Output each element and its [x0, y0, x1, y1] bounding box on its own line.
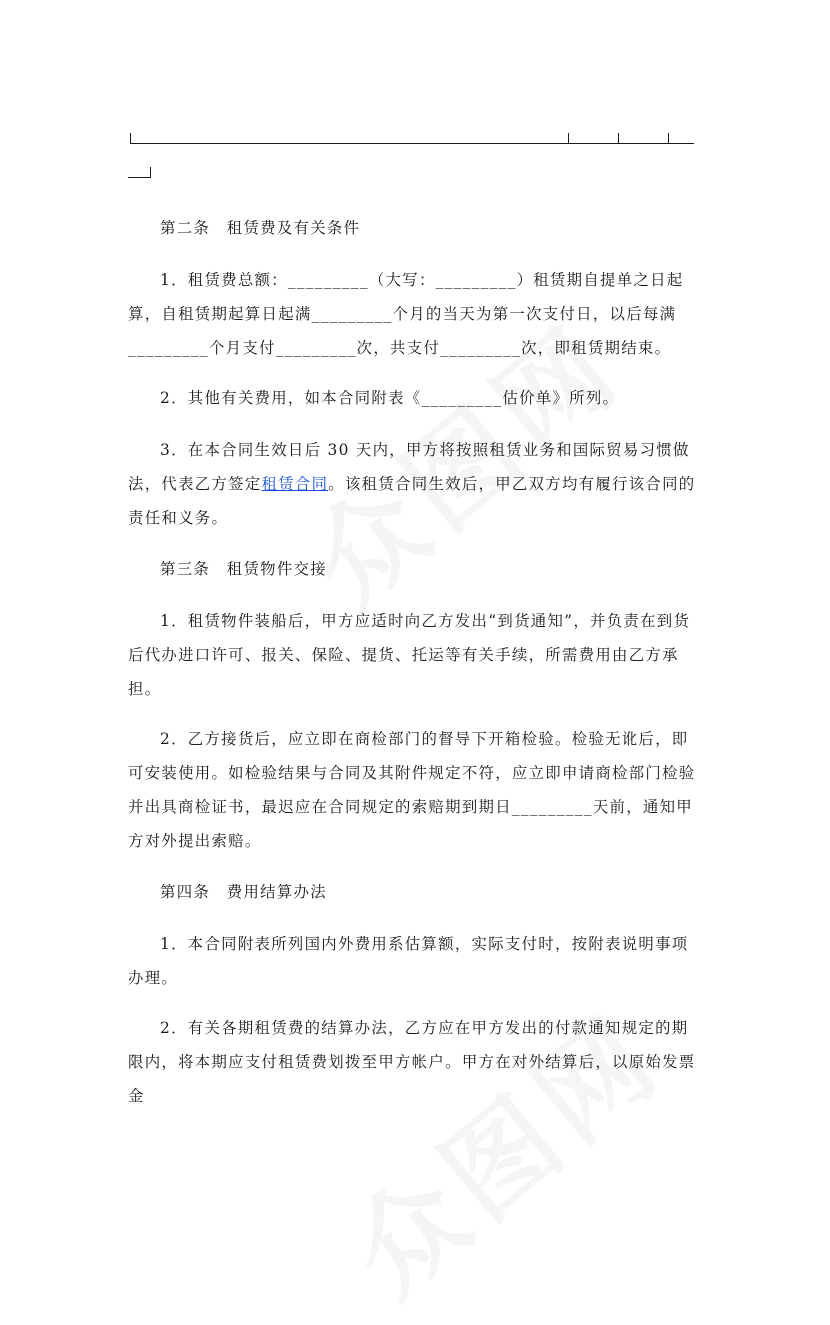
clause-3-text-a: 3．在本合同生效日后 30 天内，甲方将按照租赁业务和国际贸易习惯做法，代表乙方签定 [128, 441, 690, 493]
section-2-clause-2: 2．其他有关费用，如本合同附表《_________估价单》所列。 [160, 389, 620, 407]
section-4-title: 第四条 费用结算办法 [160, 883, 327, 901]
section-4-clause-2: 2．有关各期租赁费的结算办法，乙方应在甲方发出的付款通知规定的期限内，将本期应支付租赁费划拨至甲方帐户。甲方在对外结算后，以原始发票金 [128, 1019, 696, 1105]
clause-3-text-b: 。该租赁合同生效后，甲乙双方均有履行该合同的责任和义务。 [128, 475, 696, 527]
section-3-title: 第三条 租赁物件交接 [160, 560, 327, 578]
section-4-clause-1: 1．本合同附表所列国内外费用系估算额，实际支付时，按附表说明事项办理。 [128, 935, 689, 987]
section-2-clause-3 [128, 433, 704, 535]
section-2-title: 第二条 租赁费及有关条件 [160, 219, 361, 237]
section-2-clause-1: 1．租赁费总额：_________（大写：_________）租赁期自提单之日起算，自租赁期起算日起满_________个月的当天为第一次支付日，以后每满_________个月支付_________次，共支付_________次，即租赁期结束。 [128, 271, 684, 357]
section-3-clause-2: 2．乙方接货后，应立即在商检部门的督导下开箱检验。检验无讹后，即可安装使用。如检验结果与合同及其附件规定不符，应立即申请商检部门检验并出具商检证书，最迟应在合同规定的索赔期到期日_________天前，通知甲方对外提出索赔。 [128, 730, 696, 850]
section-3-clause-1: 1．租赁物件装船后，甲方应适时向乙方发出“到货通知”，并负责在到货后代办进口许可、报关、保险、提货、托运等有关手续，所需费用由乙方承担。 [128, 612, 691, 698]
lease-contract-link[interactable]: 租赁合同 [261, 475, 329, 493]
